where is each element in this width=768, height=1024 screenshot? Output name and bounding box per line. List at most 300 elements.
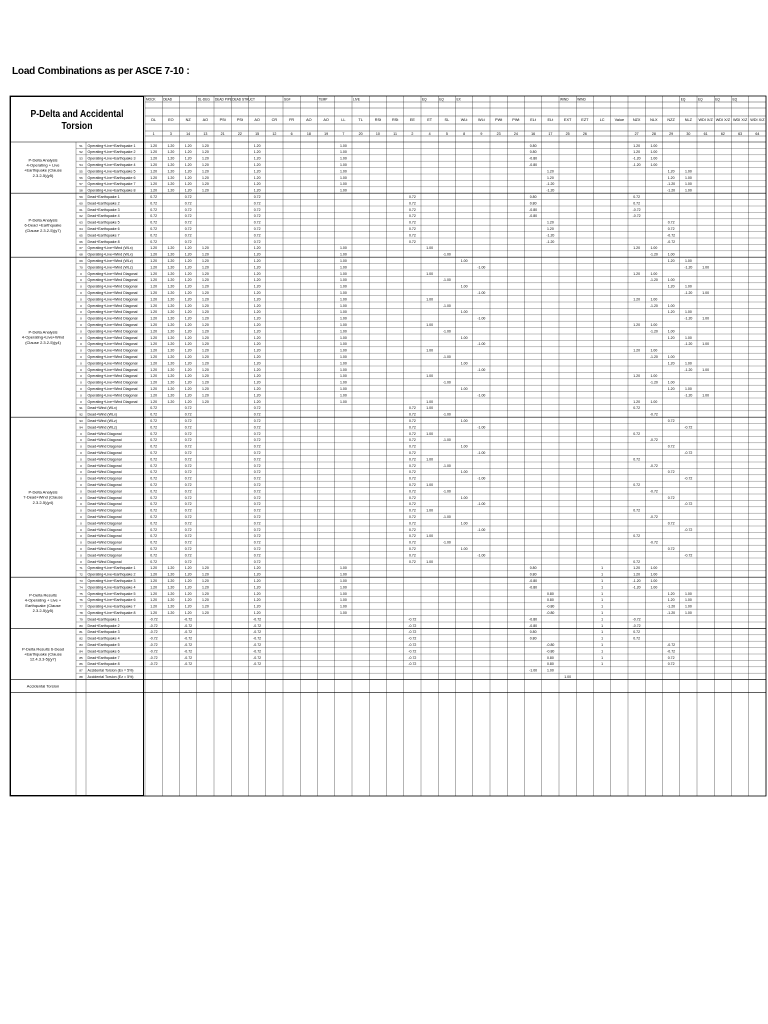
cell-value: 0.72 — [253, 547, 261, 551]
cell-value: 1.20 — [253, 355, 261, 359]
cell-value: 1.20 — [633, 271, 641, 276]
header-number: 10 — [375, 132, 380, 136]
group-label: 2.3.2-5)(y5) — [32, 172, 54, 178]
cell-value: -0.72 — [408, 662, 417, 667]
header-code: SL — [444, 118, 450, 122]
cell-value: 0.72 — [408, 233, 416, 238]
row-id: 61 — [79, 207, 83, 212]
row-id: 0 — [80, 297, 82, 302]
row-description: Dead+Earthquake 6 — [87, 649, 120, 654]
cell-value: -0.72 — [149, 643, 158, 647]
header-code: TL — [358, 118, 363, 122]
cell-value: 1.20 — [546, 220, 554, 225]
cell-value: -0.80 — [546, 604, 555, 609]
cell-value: 1.00 — [339, 150, 347, 155]
cell-value: 0.72 — [408, 547, 416, 551]
row-id: 0 — [80, 438, 82, 443]
cell-value: 1.20 — [167, 188, 175, 193]
cell-value: -1.00 — [477, 476, 486, 481]
cell-value: 0.72 — [253, 451, 261, 455]
cell-value: 1.20 — [150, 188, 158, 193]
cell-value: 0.72 — [408, 508, 416, 513]
group-label: 12.4.3.3-5)(y7) — [29, 656, 57, 662]
cell-value: 1.00 — [460, 310, 468, 315]
cell-value: 1.20 — [184, 361, 192, 366]
cell-value: 0.80 — [529, 572, 537, 577]
cell-value: -1.20 — [546, 239, 555, 244]
group-label: +Earthquake (Clause — [24, 651, 62, 657]
cell-value: 1.20 — [253, 169, 261, 174]
cell-value: 0.80 — [529, 195, 537, 199]
header-number: 64 — [755, 132, 760, 136]
cell-value: 1.20 — [253, 566, 261, 571]
cell-value: 1.20 — [253, 572, 261, 577]
cell-value: 0.72 — [408, 419, 416, 423]
cell-value: 0.72 — [253, 419, 261, 423]
cell-value: 1.00 — [426, 271, 434, 276]
cell-value: 1.20 — [167, 175, 175, 180]
cell-value: 1.20 — [167, 182, 175, 187]
cell-value: -1.20 — [667, 604, 676, 609]
cell-value: 0.72 — [150, 207, 158, 212]
header-number: 28 — [651, 132, 656, 136]
cell-value: -1.00 — [477, 393, 486, 398]
cell-value: 1.20 — [546, 169, 554, 174]
row-id: 0 — [80, 323, 82, 327]
row-description: Operating+Live+Earthquake 1 — [87, 566, 136, 571]
cell-value: 1.20 — [167, 252, 175, 257]
row-description: Operating+Live+Wind Diagonal — [87, 329, 138, 334]
cell-value: -0.72 — [253, 630, 262, 635]
cell-value: 0.72 — [184, 444, 192, 449]
cell-value: 1.20 — [253, 143, 261, 148]
cell-value: 0.72 — [184, 489, 192, 494]
cell-value: 1.20 — [150, 591, 158, 596]
cell-value: 1.20 — [201, 182, 209, 187]
header-code: Value — [614, 118, 625, 122]
cell-value: -0.72 — [253, 623, 262, 628]
row-id: 0 — [80, 444, 82, 449]
cell-value: 1 — [601, 636, 604, 641]
cell-value: 1 — [601, 655, 604, 660]
cell-value: 0.72 — [184, 412, 192, 417]
cell-value: 1.20 — [167, 259, 175, 263]
cell-value: 1.20 — [201, 393, 209, 398]
cell-value: 1.00 — [460, 444, 468, 449]
cell-value: 0.80 — [546, 662, 554, 667]
row-id: 68 — [79, 252, 83, 257]
cell-value: 0.72 — [408, 559, 416, 564]
cell-value: -0.72 — [649, 489, 658, 494]
cell-value: 0.72 — [150, 483, 158, 487]
cell-value: 1.20 — [167, 297, 175, 302]
header-code: EO — [168, 118, 174, 122]
row-description: Operating+Live+Wind Diagonal — [87, 271, 138, 276]
cell-value: 1.20 — [184, 342, 192, 347]
cell-value: 1.20 — [201, 598, 209, 603]
header-code: LL — [341, 118, 346, 122]
cell-value: 1.20 — [150, 291, 158, 295]
cell-value: 1.20 — [253, 387, 261, 391]
cell-value: 1.20 — [184, 566, 192, 571]
cell-value: 1.00 — [650, 585, 658, 590]
cell-value: 1.00 — [426, 406, 434, 411]
cell-value: 0.72 — [184, 220, 192, 225]
cell-value: 1.20 — [184, 188, 192, 193]
cell-value: 0.80 — [529, 150, 537, 155]
cell-value: 0.72 — [253, 207, 261, 212]
cell-value: 0.72 — [184, 239, 192, 244]
cell-value: 1.00 — [339, 598, 347, 603]
cell-value: 1.20 — [201, 271, 209, 276]
header-number: 8 — [463, 132, 466, 136]
cell-value: 0.72 — [150, 502, 158, 507]
cell-value: 0.72 — [150, 444, 158, 449]
cell-value: 0.72 — [408, 553, 416, 558]
cell-value: 1.20 — [167, 291, 175, 295]
row-id: 80 — [79, 623, 83, 628]
cell-value: 0.72 — [408, 527, 416, 532]
header-code: NZ — [185, 118, 191, 122]
row-description: Dead+Earthquake 4 — [87, 214, 120, 219]
row-description: Dead+Wind Diagonal — [87, 553, 122, 558]
cell-value: 1.20 — [167, 566, 175, 571]
row-description: Operating+Live+Earthquake 8 — [87, 611, 136, 615]
cell-value: 1.20 — [667, 335, 675, 340]
header-code: WDI X/Z — [715, 118, 731, 122]
cell-value: -0.80 — [546, 643, 555, 647]
cell-value: 1.20 — [167, 579, 175, 583]
row-id: 72 — [79, 572, 83, 577]
cell-value: 1.20 — [150, 284, 158, 289]
cell-value: 1.20 — [633, 150, 641, 155]
cell-value: 1.20 — [150, 355, 158, 359]
cell-value: 1 — [601, 579, 604, 583]
cell-value: 0.72 — [150, 201, 158, 206]
cell-value: 1.00 — [650, 323, 658, 327]
cell-value: 0.80 — [529, 201, 537, 206]
cell-value: 0.72 — [184, 470, 192, 475]
cell-value: 0.72 — [633, 508, 641, 513]
cell-value: 1.20 — [633, 566, 641, 571]
cell-value: -0.72 — [149, 617, 158, 622]
cell-value: 0.72 — [253, 515, 261, 519]
cell-value: 0.72 — [253, 431, 261, 436]
cell-value: 1.20 — [150, 265, 158, 270]
cell-value: 1.00 — [460, 284, 468, 289]
cell-value: 1.20 — [253, 150, 261, 155]
cell-value: -0.72 — [667, 239, 676, 244]
cell-value: 1.20 — [546, 227, 554, 231]
cell-value: 0.72 — [253, 508, 261, 513]
header-code: PSt — [236, 118, 243, 122]
row-id: 0 — [80, 470, 82, 475]
cell-value: -1.20 — [632, 156, 641, 161]
cell-value: 0.72 — [150, 233, 158, 238]
row-description: Dead+Wind Diagonal — [87, 476, 122, 481]
cell-value: 0.72 — [253, 553, 261, 558]
cell-value: 0.72 — [184, 419, 192, 423]
cell-value: 1.20 — [167, 348, 175, 353]
cell-value: 1.20 — [201, 604, 209, 609]
cell-value: 1.20 — [201, 361, 209, 366]
row-description: Dead+Earthquake 2 — [87, 623, 120, 628]
cell-value: -1.20 — [649, 355, 658, 359]
cell-value: 1 — [601, 611, 604, 615]
cell-value: 1.00 — [650, 348, 658, 353]
header-top-label: EQ — [698, 97, 703, 102]
cell-value: 1.20 — [633, 348, 641, 353]
header-top-label: DEAD PIPE — [215, 97, 233, 102]
group-label: P-Delta Analysis — [28, 157, 58, 163]
cell-value: 1.20 — [150, 611, 158, 615]
cell-value: 1.00 — [339, 348, 347, 353]
row-description: Operating+Live+Wind Diagonal — [87, 323, 138, 327]
cell-value: 1.00 — [684, 188, 692, 193]
cell-value: -0.72 — [149, 662, 158, 667]
cell-value: 1.00 — [650, 246, 658, 251]
row-id: 71 — [79, 566, 83, 571]
cell-value: 1.20 — [150, 585, 158, 590]
cell-value: 1.20 — [184, 169, 192, 174]
cell-value: 0.72 — [633, 201, 641, 206]
row-description: Dead+Earthquake 5 — [87, 643, 120, 647]
header-number: 17 — [548, 132, 553, 136]
cell-value: 1.00 — [339, 252, 347, 257]
cell-value: 1.00 — [426, 559, 434, 564]
cell-value: -0.72 — [184, 630, 193, 635]
cell-value: -1.00 — [442, 252, 451, 257]
row-description: Operating+Live+Wind (WLz) — [87, 259, 133, 263]
row-description: Dead+Wind Diagonal — [87, 495, 122, 500]
row-id: 0 — [80, 367, 82, 372]
header-number: 24 — [513, 132, 518, 136]
cell-value: 1.20 — [184, 598, 192, 603]
cell-value: 1.20 — [184, 182, 192, 187]
cell-value: 1.20 — [167, 342, 175, 347]
cell-value: 1.20 — [253, 271, 261, 276]
cell-value: 1.00 — [684, 598, 692, 603]
cell-value: 1.20 — [150, 598, 158, 603]
cell-value: 1.20 — [201, 163, 209, 167]
row-description: Operating+Live+Earthquake 7 — [87, 604, 136, 609]
cell-value: 1.20 — [167, 150, 175, 155]
cell-value: 0.72 — [667, 521, 675, 526]
cell-value: 1.20 — [150, 579, 158, 583]
cell-value: 1.20 — [184, 611, 192, 615]
header-code: WDI X/Z — [732, 118, 748, 122]
cell-value: 1.20 — [184, 604, 192, 609]
header-code: WLt — [477, 118, 485, 122]
cell-value: 0.72 — [253, 233, 261, 238]
row-description: Operating+Live+Wind Diagonal — [87, 387, 138, 391]
header-code: PWt — [512, 118, 520, 122]
cell-value: 1.20 — [201, 143, 209, 148]
cell-value: 1.20 — [167, 271, 175, 276]
row-description: Dead+Wind (WLx) — [87, 412, 117, 417]
cell-value: 0.72 — [253, 534, 261, 539]
cell-value: 1.20 — [667, 598, 675, 603]
cell-value: 1.20 — [150, 380, 158, 385]
group-label: 4-Operating + Live — [26, 162, 60, 168]
row-description: Operating+Live+Earthquake 3 — [87, 579, 136, 583]
header-top-label: EQ — [715, 97, 720, 102]
cell-value: 1.20 — [150, 604, 158, 609]
cell-value: 1.00 — [650, 374, 658, 379]
cell-value: -0.80 — [529, 156, 538, 161]
header-number: 12 — [272, 132, 277, 136]
cell-value: 0.72 — [667, 470, 675, 475]
cell-value: 1.20 — [253, 329, 261, 334]
cell-value: 1.20 — [633, 374, 641, 379]
cell-value: 1.20 — [253, 393, 261, 398]
header-number: 30 — [686, 132, 691, 136]
header-number: 62 — [720, 132, 725, 136]
cell-value: -0.72 — [408, 617, 417, 622]
cell-value: 0.72 — [667, 220, 675, 225]
cell-value: 1.20 — [201, 150, 209, 155]
row-id: 0 — [80, 502, 82, 507]
cell-value: 1.00 — [339, 175, 347, 180]
header-number: 27 — [634, 132, 639, 136]
cell-value: -1.00 — [442, 515, 451, 519]
cell-value: 1.20 — [253, 316, 261, 321]
cell-value: 0.72 — [150, 195, 158, 199]
row-id: 0 — [80, 342, 82, 347]
cell-value: -0.72 — [684, 527, 693, 532]
cell-value: 1.20 — [667, 310, 675, 315]
cell-value: 1.20 — [167, 323, 175, 327]
row-description: Operating+Live+Wind Diagonal — [87, 284, 138, 289]
header-number: 16 — [531, 132, 536, 136]
cell-value: -1.20 — [632, 579, 641, 583]
header-top-label: MOCK — [146, 97, 156, 102]
cell-value: 1.20 — [201, 291, 209, 295]
cell-value: 1.20 — [633, 143, 641, 148]
cell-value: 0.80 — [529, 143, 537, 148]
cell-value: -1.00 — [477, 527, 486, 532]
cell-value: 1.20 — [150, 323, 158, 327]
cell-value: 1.00 — [667, 303, 675, 308]
cell-value: 1.00 — [339, 278, 347, 283]
cell-value: -1.20 — [667, 182, 676, 187]
cell-value: -0.80 — [529, 207, 538, 212]
cell-value: 1.20 — [167, 265, 175, 270]
cell-value: -0.80 — [529, 579, 538, 583]
cell-value: 1.00 — [684, 175, 692, 180]
header-number: 61 — [703, 132, 708, 136]
cell-value: -1.20 — [667, 611, 676, 615]
cell-value: 1.20 — [253, 374, 261, 379]
row-id: 92 — [79, 412, 83, 417]
cell-value: 1.00 — [339, 566, 347, 571]
row-description: Dead+Wind (WLz) — [87, 425, 117, 430]
cell-value: 1.20 — [253, 579, 261, 583]
header-top-label: WIND — [577, 97, 586, 102]
cell-value: 0.72 — [408, 431, 416, 436]
cell-value: 1.20 — [667, 175, 675, 180]
row-id: 0 — [80, 284, 82, 289]
row-id: 53 — [79, 156, 83, 161]
cell-value: -1.20 — [649, 303, 658, 308]
cell-value: -0.72 — [408, 623, 417, 628]
cell-value: 1.20 — [184, 156, 192, 161]
cell-value: 1.00 — [339, 271, 347, 276]
cell-value: 1 — [601, 585, 604, 590]
cell-value: 1.00 — [702, 316, 710, 321]
row-id: 0 — [80, 291, 82, 295]
row-id: 0 — [80, 547, 82, 551]
cell-value: 1.00 — [667, 380, 675, 385]
cell-value: 0.80 — [546, 591, 554, 596]
row-description: Operating+Live+Wind (WLz) — [87, 265, 133, 270]
group-label: (Clause 2.3.2-5)(y4) — [25, 339, 61, 345]
cell-value: -1.20 — [546, 182, 555, 187]
header-top-label: WIND — [560, 97, 569, 102]
cell-value: 1 — [601, 566, 604, 571]
cell-value: 0.72 — [408, 444, 416, 449]
row-description: Dead+Wind Diagonal — [87, 438, 122, 443]
header-code: NLX — [650, 118, 658, 122]
header-code: LC — [599, 118, 605, 122]
cell-value: -1.20 — [684, 393, 693, 398]
cell-value: 0.72 — [667, 655, 675, 660]
row-description: Dead+Wind Diagonal — [87, 547, 122, 551]
cell-value: -1.00 — [477, 367, 486, 372]
cell-value: 1.20 — [253, 252, 261, 257]
cell-value: 1.00 — [460, 521, 468, 526]
cell-value: 1.20 — [150, 329, 158, 334]
cell-value: 1.20 — [253, 361, 261, 366]
cell-value: 0.72 — [150, 470, 158, 475]
cell-value: 1.20 — [253, 399, 261, 404]
cell-value: -0.72 — [184, 655, 193, 660]
header-top-label: EX — [456, 97, 461, 102]
cell-value: -0.72 — [632, 207, 641, 212]
row-id: 0 — [80, 329, 82, 334]
cell-value: 1.00 — [564, 675, 572, 679]
cell-value: 1.20 — [150, 278, 158, 283]
header-number: 5 — [445, 132, 448, 136]
cell-value: 1.20 — [184, 175, 192, 180]
cell-value: 0.72 — [184, 527, 192, 532]
cell-value: 1.00 — [460, 470, 468, 475]
cell-value: 1.00 — [702, 367, 710, 372]
group-label: 7-Dead+Wind (Clause — [23, 494, 63, 500]
cell-value: 1.00 — [339, 297, 347, 302]
cell-value: -0.72 — [149, 649, 158, 654]
cell-value: 0.72 — [150, 489, 158, 494]
cell-value: 0.72 — [253, 463, 261, 468]
header-number: 29 — [669, 132, 674, 136]
document-title: Load Combinations as per ASCE 7-10 : — [12, 66, 190, 77]
cell-value: -1.20 — [632, 163, 641, 167]
cell-value: 1.00 — [339, 604, 347, 609]
cell-value: 1.20 — [167, 284, 175, 289]
cell-value: 0.72 — [408, 412, 416, 417]
row-description: Operating+Live+Wind Diagonal — [87, 278, 138, 283]
cell-value: -1.00 — [477, 502, 486, 507]
cell-value: 1.20 — [184, 271, 192, 276]
row-id: 70 — [79, 265, 83, 270]
row-description: Dead+Earthquake 5 — [87, 220, 120, 225]
cell-value: 0.72 — [667, 227, 675, 231]
cell-value: -1.00 — [442, 380, 451, 385]
cell-value: 0.72 — [184, 195, 192, 199]
cell-value: 0.72 — [253, 239, 261, 244]
cell-value: 1.20 — [253, 310, 261, 315]
cell-value: -0.80 — [529, 617, 538, 622]
